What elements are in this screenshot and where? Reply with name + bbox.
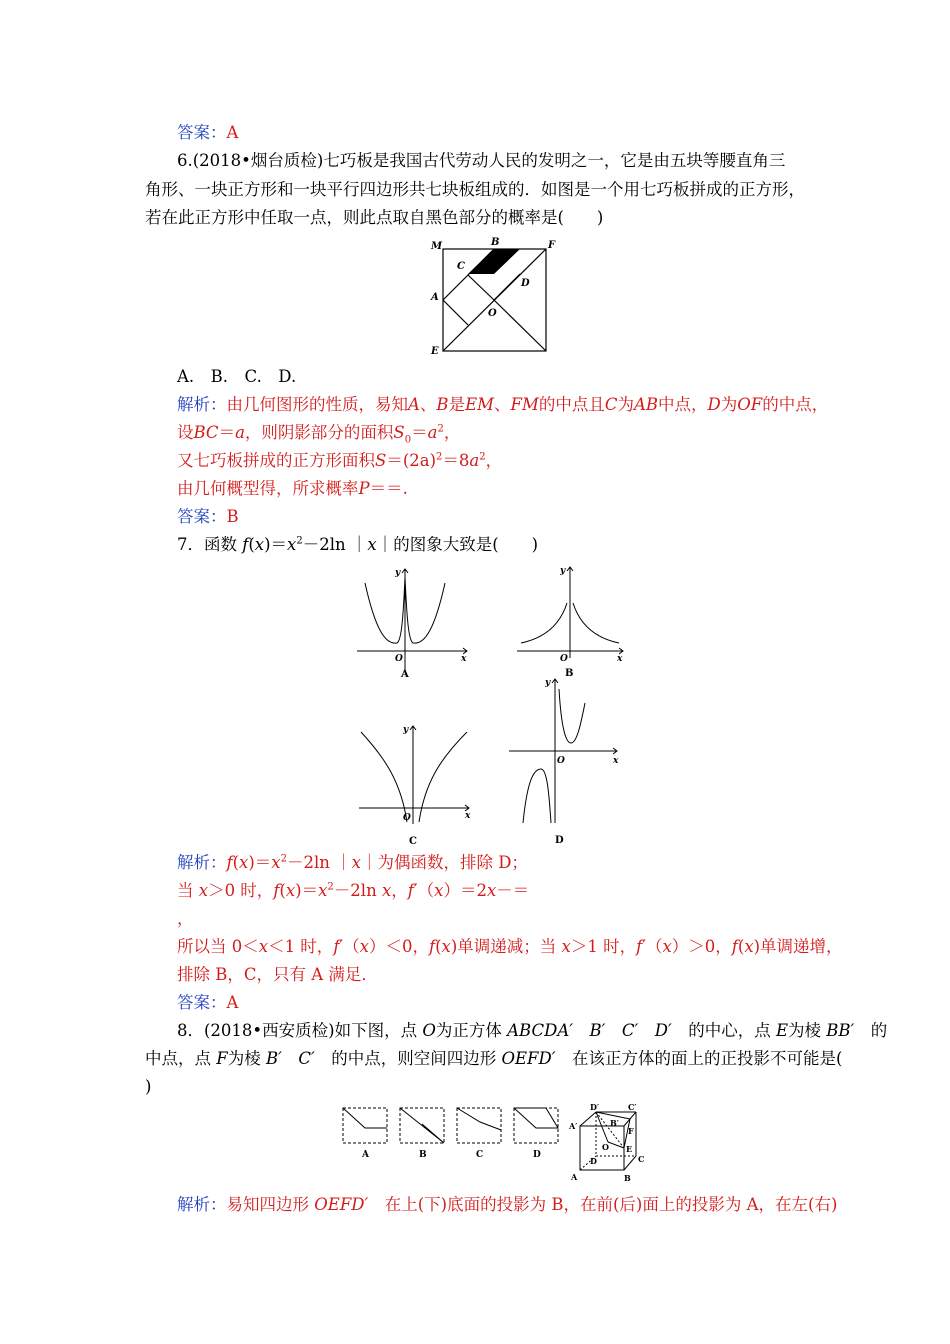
svg-text:F: F bbox=[628, 1126, 634, 1136]
solution-label: 解析： bbox=[177, 853, 227, 872]
svg-text:D: D bbox=[533, 1150, 541, 1160]
svg-text:x: x bbox=[461, 654, 467, 664]
q8-stem-line1: 8．(2018•西安质检)如下图，点 O为正方体 ABCDA′ B′ C′ D′ 的中心，点 E为棱 BB′ 的 bbox=[177, 1021, 888, 1040]
q8-solution-line1: 解析：易知四边形 OEFD′ 在上(下)底面的投影为 B，在前(后)面上的投影为 A，在左(右) bbox=[177, 1195, 838, 1214]
label-C: C bbox=[457, 261, 465, 272]
cube-figure bbox=[568, 1102, 648, 1184]
q8-stem-line2: 中点，点 F为棱 B′ C′ 的中点，则空间四边形 OEFD′ 在该正方体的面上的正投影不可能是( bbox=[145, 1049, 843, 1068]
svg-text:C: C bbox=[476, 1150, 484, 1160]
q6-solution-line2: 设BC＝a，则阴影部分的面积$S_0=a^2$， bbox=[177, 423, 461, 446]
answer-label: 答案： bbox=[177, 123, 227, 142]
q6-stem-line1: 6.(2018•烟台质检)七巧板是我国古代劳动人民的发明之一，它是由五块等腰直角三 bbox=[177, 151, 786, 170]
svg-text:y: y bbox=[560, 566, 566, 576]
svg-text:O: O bbox=[395, 654, 403, 664]
svg-text:y: y bbox=[403, 725, 409, 735]
svg-text:B: B bbox=[419, 1150, 427, 1160]
svg-text:C: C bbox=[638, 1154, 645, 1164]
graph-b bbox=[515, 563, 630, 681]
q7-solution-line2: 当 x＞0 时，$f(x)=x^2-2\ln$ x，f′（x）＝2x－＝ bbox=[177, 881, 530, 900]
svg-text:y: y bbox=[545, 678, 551, 688]
graph-d bbox=[505, 673, 625, 850]
label-D: D bbox=[521, 278, 530, 289]
label-F: F bbox=[548, 240, 556, 251]
q6-answer bbox=[177, 507, 239, 527]
svg-text:D′: D′ bbox=[590, 1102, 600, 1112]
q6-stem-line3: 若在此正方形中任取一点，则此点取自黑色部分的概率是( ) bbox=[145, 208, 604, 227]
q7-stem: 7．函数 $f(x)=x^2-2\ln$ ｜x｜的图象大致是( ) bbox=[177, 535, 539, 554]
answer-value: A bbox=[226, 123, 239, 142]
svg-text:A: A bbox=[362, 1150, 369, 1160]
answer-label: 答案： bbox=[177, 993, 227, 1012]
svg-text:B′: B′ bbox=[610, 1118, 619, 1128]
black-parallelogram bbox=[468, 249, 520, 274]
projection-a bbox=[343, 1108, 387, 1143]
tangram-figure bbox=[428, 236, 568, 361]
answer-value: A bbox=[226, 993, 239, 1012]
label-A: A bbox=[431, 292, 439, 303]
svg-text:O: O bbox=[403, 813, 411, 823]
svg-text:B: B bbox=[624, 1173, 631, 1183]
q6-solution-line1: 解析：由几何图形的性质，易知A、B是EM、FM的中点且C为AB中点，D为OF的中点， bbox=[177, 395, 829, 414]
q6-stem-line2: 角形、一块正方形和一块平行四边形共七块板组成的．如图是一个用七巧板拼成的正方形， bbox=[145, 180, 805, 199]
answer-value: B bbox=[226, 507, 239, 526]
q6-solution-line4: 由几何概型得，所求概率P＝＝. bbox=[177, 479, 408, 498]
svg-text:x: x bbox=[613, 756, 619, 766]
svg-text:x: x bbox=[617, 654, 623, 664]
solution-label: 解析： bbox=[177, 395, 227, 414]
svg-text:A: A bbox=[571, 1172, 578, 1182]
q5-answer bbox=[177, 123, 238, 143]
projection-b bbox=[400, 1108, 444, 1143]
q7-answer bbox=[177, 993, 238, 1013]
label-O: O bbox=[488, 308, 497, 319]
answer-label: 答案： bbox=[177, 507, 227, 526]
q8-stem-line3: ) bbox=[145, 1077, 152, 1096]
q7-solution-line3: ， bbox=[177, 909, 194, 928]
svg-text:E: E bbox=[626, 1144, 633, 1154]
svg-text:C′: C′ bbox=[628, 1102, 637, 1112]
graph-a-label: A bbox=[401, 669, 409, 680]
label-E: E bbox=[431, 346, 439, 357]
graph-c-label: C bbox=[409, 836, 417, 847]
q6-options: A. B. C. D. bbox=[177, 367, 297, 386]
projection-c bbox=[457, 1108, 501, 1143]
label-B: B bbox=[491, 237, 500, 248]
q7-solution-line1: 解析：$f(x)=x^2-2\ln$ ｜x｜为偶函数，排除 D； bbox=[177, 853, 528, 872]
svg-text:O: O bbox=[557, 756, 565, 766]
svg-text:O: O bbox=[602, 1142, 609, 1152]
q7-solution-line5: 排除 B，C，只有 A 满足． bbox=[177, 965, 378, 984]
graph-b-label: B bbox=[565, 668, 574, 679]
projection-d bbox=[514, 1108, 558, 1143]
q6-solution-line3: 又七巧板拼成的正方形面积$S=(2a)^2=8a^2$， bbox=[177, 451, 503, 470]
q7-solution-line4: 所以当 0＜x＜1 时，f′（x）＜0，f(x)单调递减；当 x＞1 时，f′（x）＞0，f(x)单调递增， bbox=[177, 937, 843, 956]
graph-c bbox=[355, 720, 480, 850]
svg-text:A′: A′ bbox=[569, 1121, 578, 1131]
graph-d-label: D bbox=[555, 835, 564, 846]
svg-text:x: x bbox=[465, 811, 471, 821]
projection-options-figure bbox=[340, 1102, 570, 1162]
solution-label: 解析： bbox=[177, 1195, 227, 1214]
svg-text:y: y bbox=[395, 568, 401, 578]
label-M: M bbox=[431, 241, 443, 252]
svg-text:D: D bbox=[590, 1156, 597, 1166]
graph-a bbox=[355, 563, 475, 681]
svg-text:O: O bbox=[560, 654, 568, 664]
